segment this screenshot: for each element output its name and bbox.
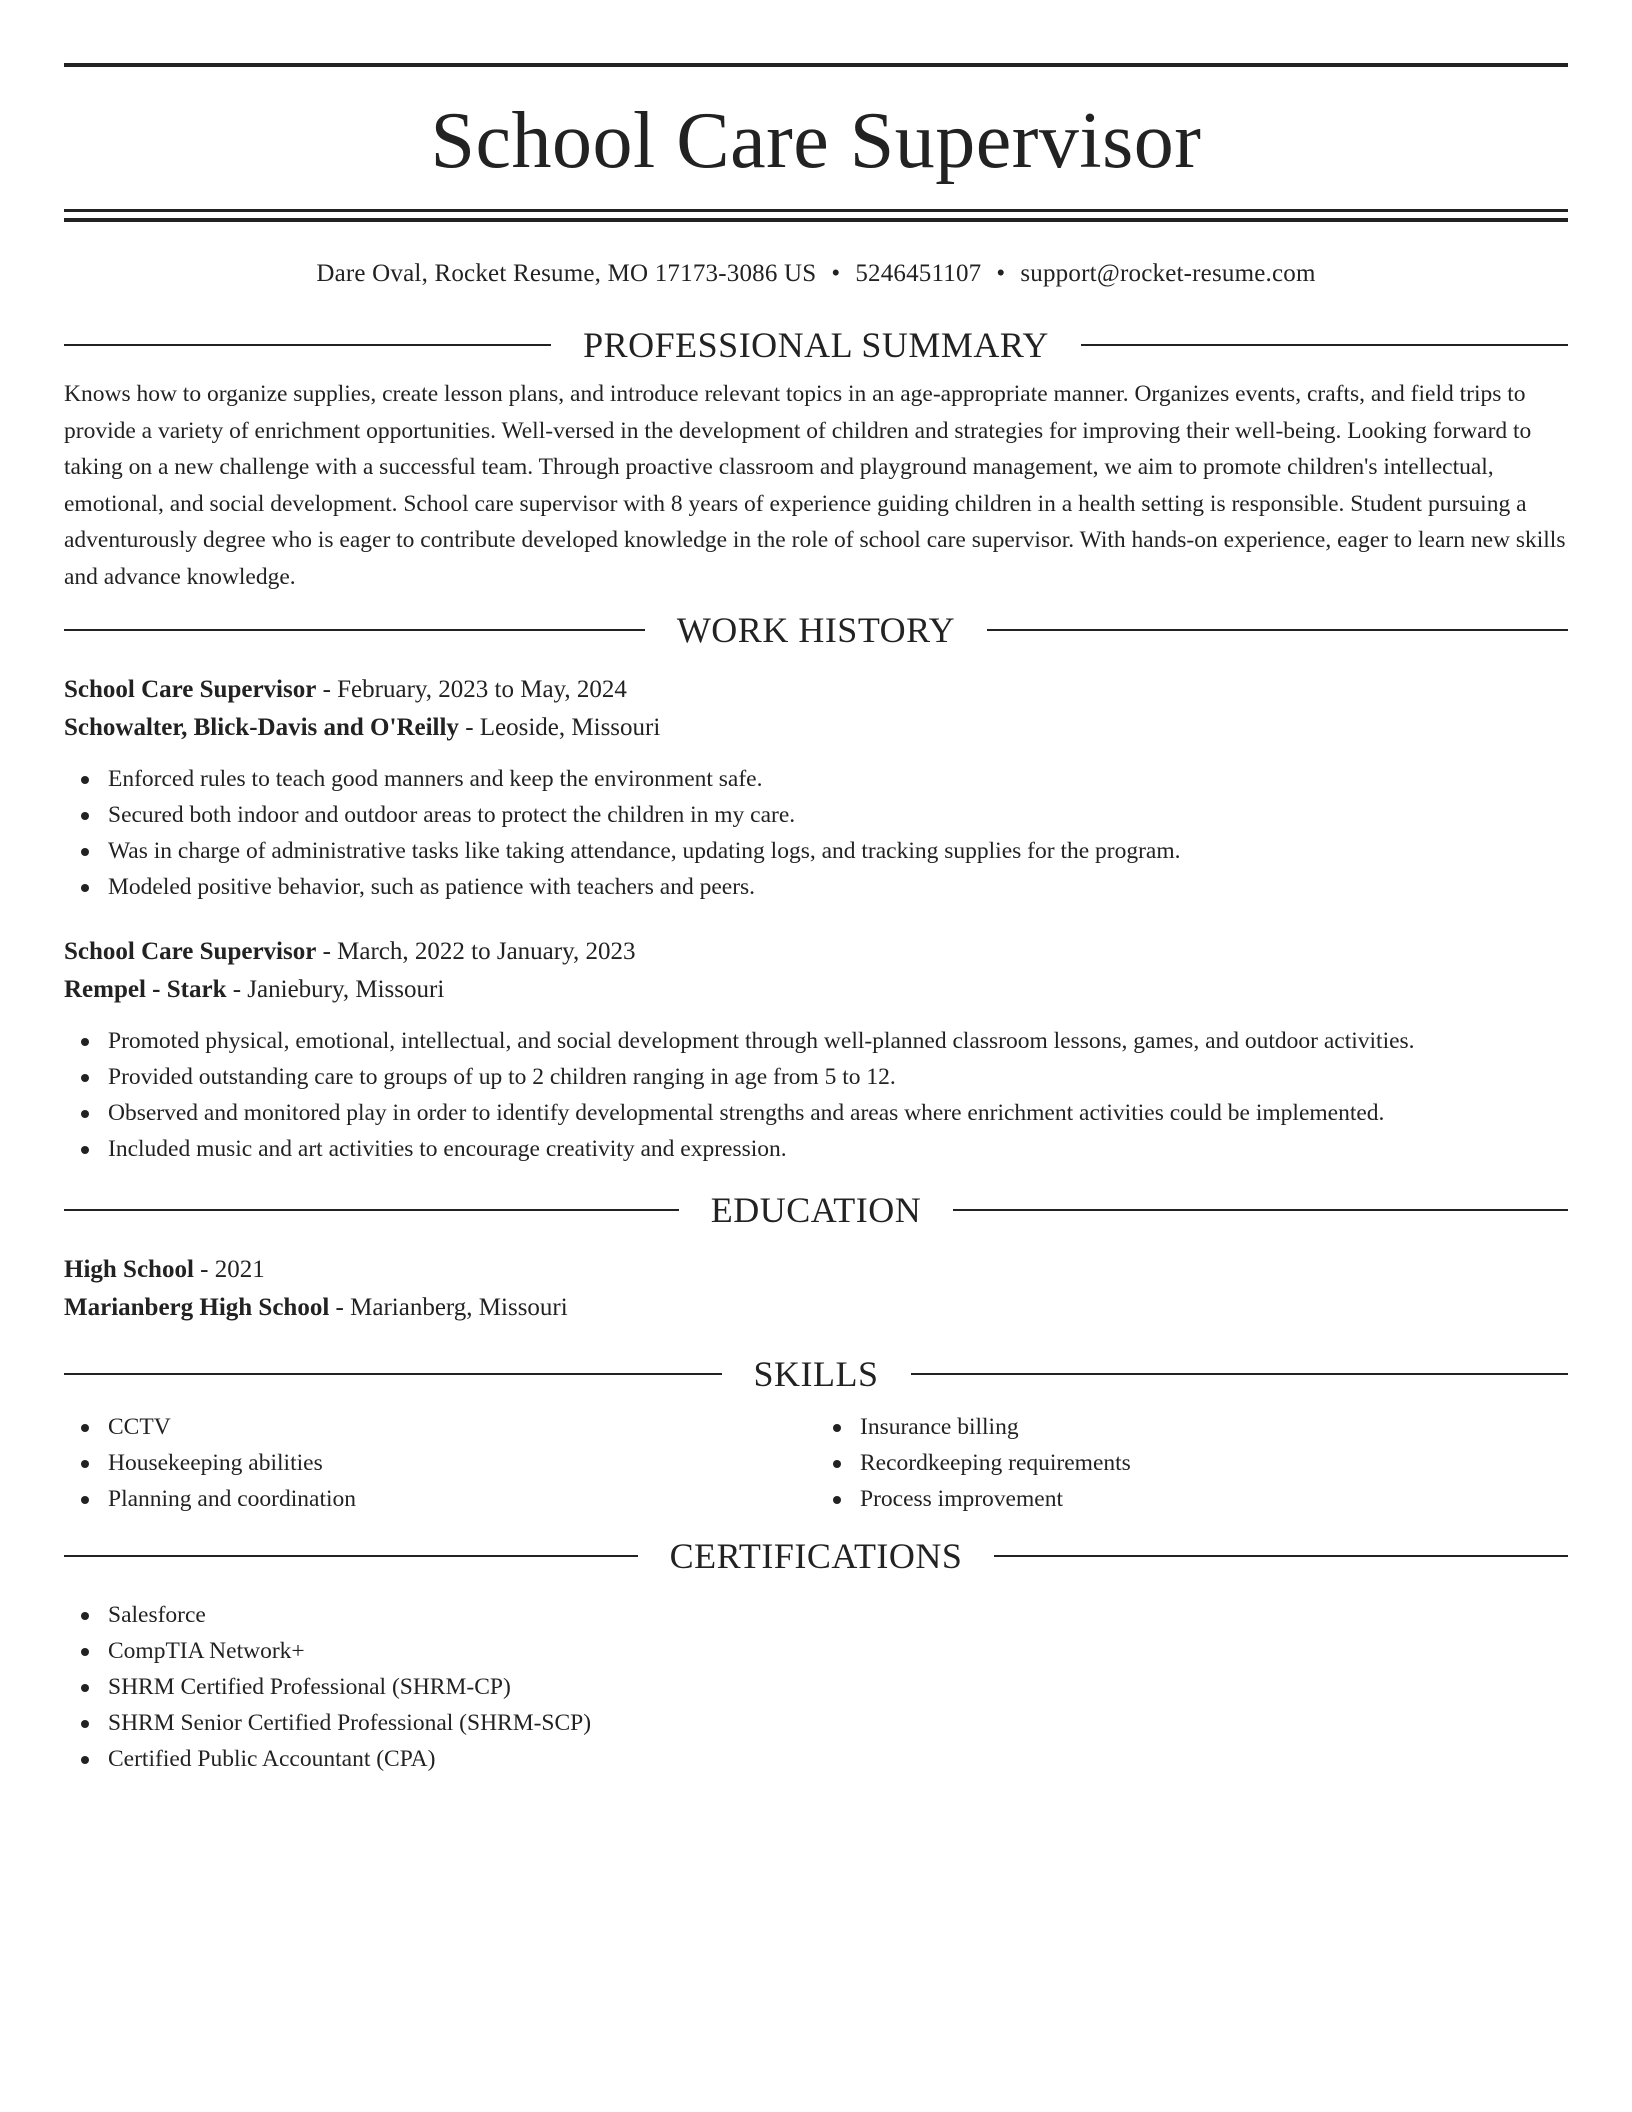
heading-rule: [64, 1555, 638, 1557]
job-employer: Schowalter, Blick-Davis and O'Reilly: [64, 714, 459, 741]
list-item: Housekeeping abilities: [108, 1445, 816, 1481]
job-entry: [64, 671, 1568, 905]
contact-address: Dare Oval, Rocket Resume, MO 17173-3086 US: [316, 260, 817, 287]
job-entry: [64, 933, 1568, 1167]
contact-separator: •: [996, 260, 1006, 287]
list-item: Included music and art activities to encourage creativity and expression.: [108, 1131, 1568, 1167]
job-title-line: [64, 671, 1568, 709]
list-item: Salesforce: [108, 1597, 1568, 1633]
heading-rule: [1081, 344, 1568, 346]
list-item: CompTIA Network+: [108, 1633, 1568, 1669]
list-item: Observed and monitored play in order to identify developmental strengths and areas where enrichment activities could be implemented.: [108, 1095, 1568, 1131]
skills-heading: [64, 1353, 1568, 1395]
section-title: CERTIFICATIONS: [669, 1536, 963, 1576]
skills-column-right: [816, 1409, 1568, 1517]
job-duties: [64, 761, 1568, 905]
heading-rule: [64, 344, 551, 346]
job-duties: [64, 1023, 1568, 1167]
list-item: Provided outstanding care to groups of up to 2 children ranging in age from 5 to 12.: [108, 1059, 1568, 1095]
heading-rule: [64, 1209, 679, 1211]
list-item: Was in charge of administrative tasks like taking attendance, updating logs, and tracking supplies for the program.: [108, 833, 1568, 869]
summary-text: Knows how to organize supplies, create lesson plans, and introduce relevant topics in an age-appropriate manner. Organizes events, crafts, and field trips to provide a variety of enrichment opportunities. Well-versed in the development of children and strategies for improving their well-being. Looking forward to taking on a new challenge with a successful team. Through proactive classroom and playground management, we aim to promote children's intellectual, emotional, and social development. School care supervisor with 8 years of experience guiding children in a health setting is responsible. Student pursuing a adventurously degree who is eager to contribute developed knowledge in the role of school care supervisor. With hands-on experience, eager to learn new skills and advance knowledge.: [64, 381, 1566, 590]
list-item: CCTV: [108, 1409, 816, 1445]
education-school-line: [64, 1289, 1568, 1327]
header-top-rule: [64, 63, 1568, 67]
skills-column-left: [64, 1409, 816, 1517]
job-dates: - February, 2023 to May, 2024: [316, 676, 627, 703]
section-title: WORK HISTORY: [676, 610, 956, 650]
contact-phone: 5246451107: [855, 260, 982, 287]
summary-heading: [64, 324, 1568, 366]
job-dates: - March, 2022 to January, 2023: [316, 938, 636, 965]
list-item: Planning and coordination: [108, 1481, 816, 1517]
certifications-heading: [64, 1535, 1568, 1577]
certifications-list: [64, 1597, 1568, 1777]
heading-rule: [987, 629, 1568, 631]
education-year: - 2021: [193, 1256, 265, 1283]
list-item: Enforced rules to teach good manners and keep the environment safe.: [108, 761, 1568, 797]
job-employer: Rempel - Stark: [64, 976, 227, 1003]
contact-separator: •: [831, 260, 841, 287]
job-employer-line: [64, 971, 1568, 1009]
header-double-rule: [64, 209, 1568, 222]
job-title-line: [64, 933, 1568, 971]
job-employer-line: [64, 709, 1568, 747]
list-item: SHRM Certified Professional (SHRM-CP): [108, 1669, 1568, 1705]
skills-grid: [64, 1409, 1568, 1517]
heading-rule: [64, 629, 645, 631]
education-heading: [64, 1189, 1568, 1231]
list-item: Insurance billing: [860, 1409, 1568, 1445]
job-location: - Janiebury, Missouri: [226, 976, 445, 1003]
contact-line: [64, 259, 1568, 289]
section-title: SKILLS: [753, 1354, 879, 1394]
list-item: Process improvement: [860, 1481, 1568, 1517]
education-entry: [64, 1251, 1568, 1327]
resume-page: [64, 63, 1568, 1777]
list-item: SHRM Senior Certified Professional (SHRM-SCP): [108, 1705, 1568, 1741]
candidate-name: School Care Supervisor: [430, 97, 1202, 185]
job-location: - Leoside, Missouri: [458, 714, 661, 741]
contact-email: support@rocket-resume.com: [1020, 260, 1316, 287]
heading-rule: [994, 1555, 1568, 1557]
work-history-heading: [64, 609, 1568, 651]
heading-rule: [64, 1373, 722, 1375]
heading-rule: [911, 1373, 1569, 1375]
education-location: - Marianberg, Missouri: [329, 1294, 568, 1321]
heading-rule: [953, 1209, 1568, 1211]
section-title: PROFESSIONAL SUMMARY: [583, 325, 1049, 365]
list-item: Promoted physical, emotional, intellectual, and social development through well-planned classroom lessons, games, and outdoor activities.: [108, 1023, 1568, 1059]
list-item: Modeled positive behavior, such as patience with teachers and peers.: [108, 869, 1568, 905]
job-role: School Care Supervisor: [64, 676, 317, 703]
list-item: Recordkeeping requirements: [860, 1445, 1568, 1481]
list-item: Secured both indoor and outdoor areas to protect the children in my care.: [108, 797, 1568, 833]
list-item: Certified Public Accountant (CPA): [108, 1741, 1568, 1777]
section-title: EDUCATION: [710, 1190, 922, 1230]
job-role: School Care Supervisor: [64, 938, 317, 965]
education-degree: High School: [64, 1256, 194, 1283]
education-degree-line: [64, 1251, 1568, 1289]
education-school: Marianberg High School: [64, 1294, 330, 1321]
